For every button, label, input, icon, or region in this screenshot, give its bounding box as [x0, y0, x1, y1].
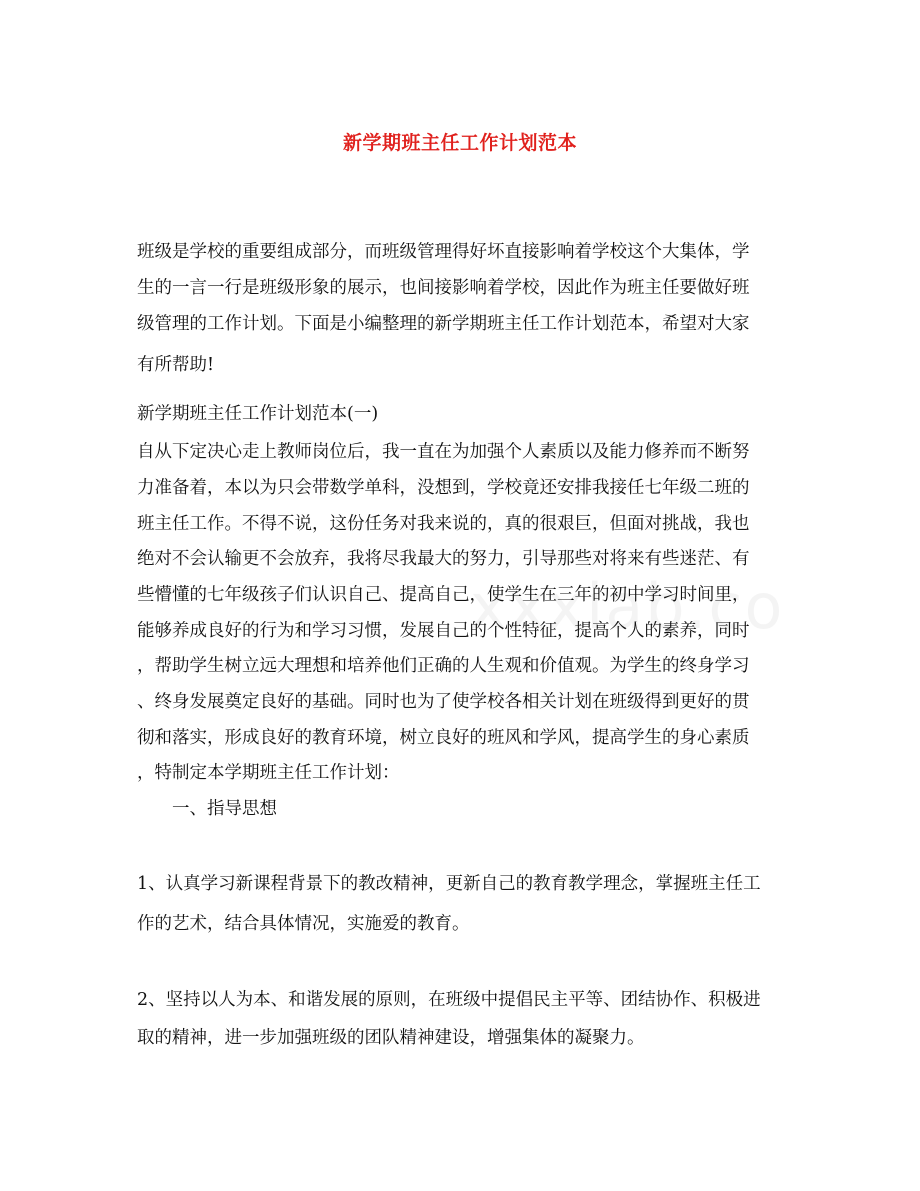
point-1-line: 作的艺术，结合具体情况，实施爱的教育。	[137, 914, 470, 934]
body-line: 班主任工作。不得不说，这份任务对我来说的，真的很艰巨，但面对挑战，我也	[137, 514, 750, 534]
point-2-line: 2、坚持以人为本、和谐发展的原则，在班级中提倡民主平等、团结协作、积极进	[137, 990, 761, 1010]
document-title: 新学期班主任工作计划范本	[342, 132, 577, 154]
intro-line: 班级是学校的重要组成部分，而班级管理得好坏直接影响着学校这个大集体，学	[137, 242, 750, 262]
point-1-line: 1、认真学习新课程背景下的教改精神，更新自己的教育教学理念，掌握班主任工	[137, 874, 761, 894]
body-line: 绝对不会认输更不会放弃，我将尽我最大的努力，引导那些对将来有些迷茫、有	[137, 549, 750, 569]
body-line: ，帮助学生树立远大理想和培养他们正确的人生观和价值观。为学生的终身学习	[137, 656, 750, 676]
intro-line: 生的一言一行是班级形象的展示，也间接影响着学校，因此作为班主任要做好班	[137, 278, 750, 298]
point-2-line: 取的精神，进一步加强班级的团队精神建设，增强集体的凝聚力。	[137, 1028, 645, 1048]
intro-line: 有所帮助!	[137, 355, 215, 375]
body-line: 能够养成良好的行为和学习习惯，发展自己的个性特征，提高个人的素养，同时	[137, 621, 750, 641]
body-line: 自从下定决心走上教师岗位后，我一直在为加强个人素质以及能力修养而不断努	[137, 442, 750, 462]
body-line: 些懵懂的七年级孩子们认识自己、提高自己，使学生在三年的初中学习时间里，	[137, 585, 750, 605]
body-line: 、终身发展奠定良好的基础。同时也为了使学校各相关计划在班级得到更好的贯	[137, 692, 750, 712]
heading-guiding-thought: 一、指导思想	[172, 799, 277, 819]
body-line: 彻和落实，形成良好的教育环境，树立良好的班风和学风，提高学生的身心素质	[137, 728, 750, 748]
intro-line: 级管理的工作计划。下面是小编整理的新学期班主任工作计划范本，希望对大家	[137, 314, 750, 334]
body-line: 力准备着，本以为只会带数学单科，没想到，学校竟还安排我接任七年级二班的	[137, 478, 750, 498]
body-line: ，特制定本学期班主任工作计划：	[137, 763, 400, 783]
section-title: 新学期班主任工作计划范本(一)	[137, 404, 379, 424]
